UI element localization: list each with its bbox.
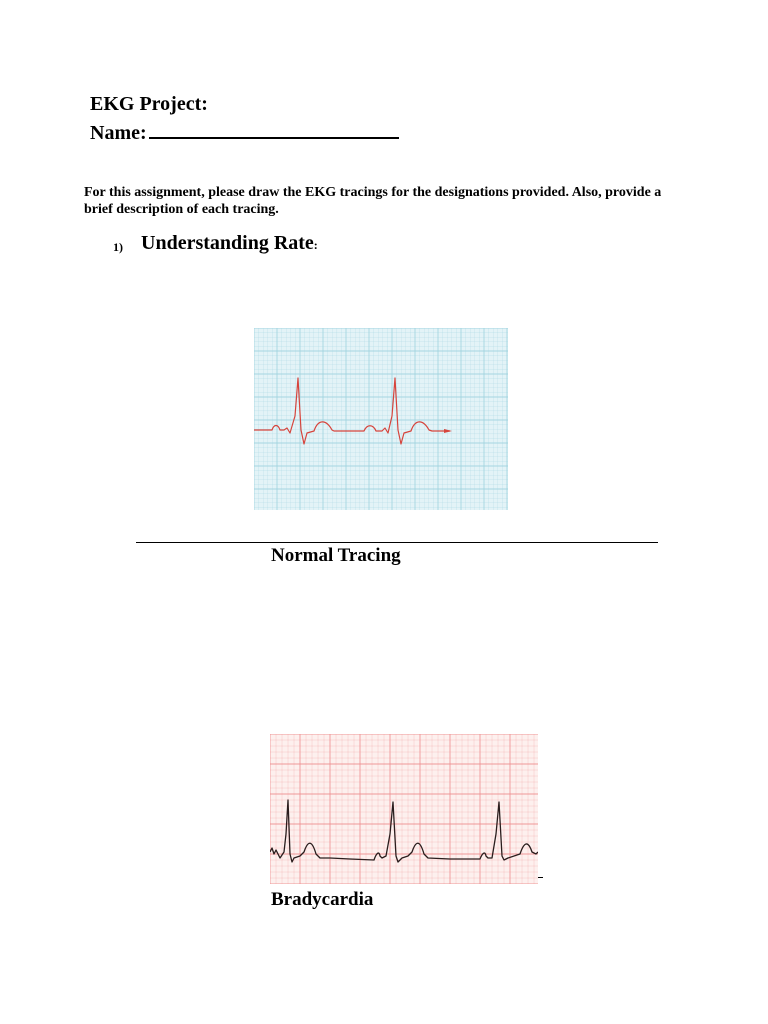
answer-line[interactable] — [136, 542, 658, 543]
bradycardia-ekg-strip-image — [270, 734, 538, 884]
normal-tracing-caption: Normal Tracing — [271, 545, 401, 566]
page-title: EKG Project: — [90, 93, 208, 115]
section-heading-colon: : — [313, 238, 318, 252]
name-label: Name: — [90, 122, 147, 144]
section-heading-text: Understanding Rate — [141, 232, 314, 254]
bradycardia-caption: Bradycardia — [271, 889, 374, 910]
list-item-number: 1) — [113, 240, 123, 254]
name-blank-line[interactable] — [149, 121, 399, 139]
normal-ekg-strip-image — [254, 328, 508, 510]
normal-strip-background — [254, 328, 508, 510]
answer-line-stub — [538, 877, 543, 878]
assignment-instructions: For this assignment, please draw the EKG tracings for the designations provided. Also, provide a brief description of each tracing. — [84, 185, 662, 217]
name-field — [90, 121, 399, 145]
section-heading — [141, 232, 318, 255]
